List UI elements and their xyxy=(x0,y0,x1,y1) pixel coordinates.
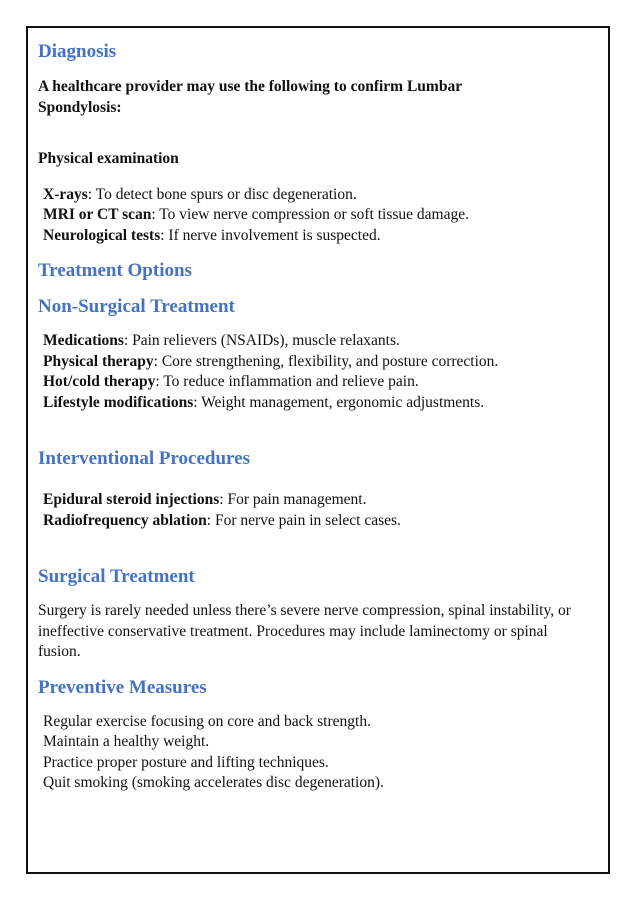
item-term: Lifestyle modifications xyxy=(43,393,194,411)
item-term: Medications xyxy=(43,332,124,349)
interventional-heading: Interventional Procedures xyxy=(38,448,250,469)
list-item xyxy=(43,511,598,532)
list-item xyxy=(43,331,598,352)
list-item: Quit smoking (smoking accelerates disc degeneration). xyxy=(43,774,384,791)
item-desc: : To detect bone spurs or disc degeneration. xyxy=(87,185,357,203)
treatment-heading: Treatment Options xyxy=(38,260,192,281)
list-item: Regular exercise focusing on core and back strength. xyxy=(43,712,371,730)
surgical-text: Surgery is rarely needed unless there’s severe nerve compression, spinal instability, or ineffective conservative treatment. Procedures may include laminectomy or spinal fusion. xyxy=(38,602,571,660)
list-item xyxy=(43,372,598,393)
item-term: Physical therapy xyxy=(43,352,154,370)
non-surgical-heading: Non-Surgical Treatment xyxy=(38,296,235,317)
list-item xyxy=(43,352,598,373)
diagnosis-list xyxy=(38,185,598,247)
item-desc: : Weight management, ergonomic adjustments. xyxy=(193,393,485,411)
list-item xyxy=(43,205,598,226)
non-surgical-list xyxy=(38,331,598,413)
item-term: MRI or CT scan xyxy=(43,206,152,223)
interventional-list xyxy=(38,490,598,531)
list-item xyxy=(43,490,598,511)
surgical-heading: Surgical Treatment xyxy=(38,566,195,587)
item-desc: : To reduce inflammation and relieve pain. xyxy=(155,373,419,390)
item-term: X-rays xyxy=(43,185,88,203)
item-term: Hot/cold therapy xyxy=(43,373,156,390)
list-item xyxy=(43,393,598,414)
item-term: Neurological tests xyxy=(43,226,161,244)
item-term: Radiofrequency ablation xyxy=(43,511,207,529)
diagnosis-heading: Diagnosis xyxy=(38,41,117,62)
item-desc: : Pain relievers (NSAIDs), muscle relaxants. xyxy=(123,332,400,349)
diagnosis-intro: A healthcare provider may use the following to confirm Lumbar Spondylosis: xyxy=(38,78,462,116)
item-term: Epidural steroid injections xyxy=(43,491,220,508)
item-desc: : Core strengthening, flexibility, and posture correction. xyxy=(153,352,499,370)
preventive-list xyxy=(38,712,598,794)
list-item xyxy=(43,185,598,206)
document-content xyxy=(38,38,598,794)
physical-exam-label: Physical examination xyxy=(38,150,179,167)
item-desc: : To view nerve compression or soft tissue damage. xyxy=(151,206,469,223)
list-item xyxy=(43,226,598,247)
item-desc: : For nerve pain in select cases. xyxy=(206,511,401,529)
preventive-heading: Preventive Measures xyxy=(38,676,207,698)
item-desc: : For pain management. xyxy=(219,491,367,508)
list-item: Practice proper posture and lifting techniques. xyxy=(43,753,329,771)
list-item: Maintain a healthy weight. xyxy=(43,733,210,750)
item-desc: : If nerve involvement is suspected. xyxy=(160,226,381,244)
